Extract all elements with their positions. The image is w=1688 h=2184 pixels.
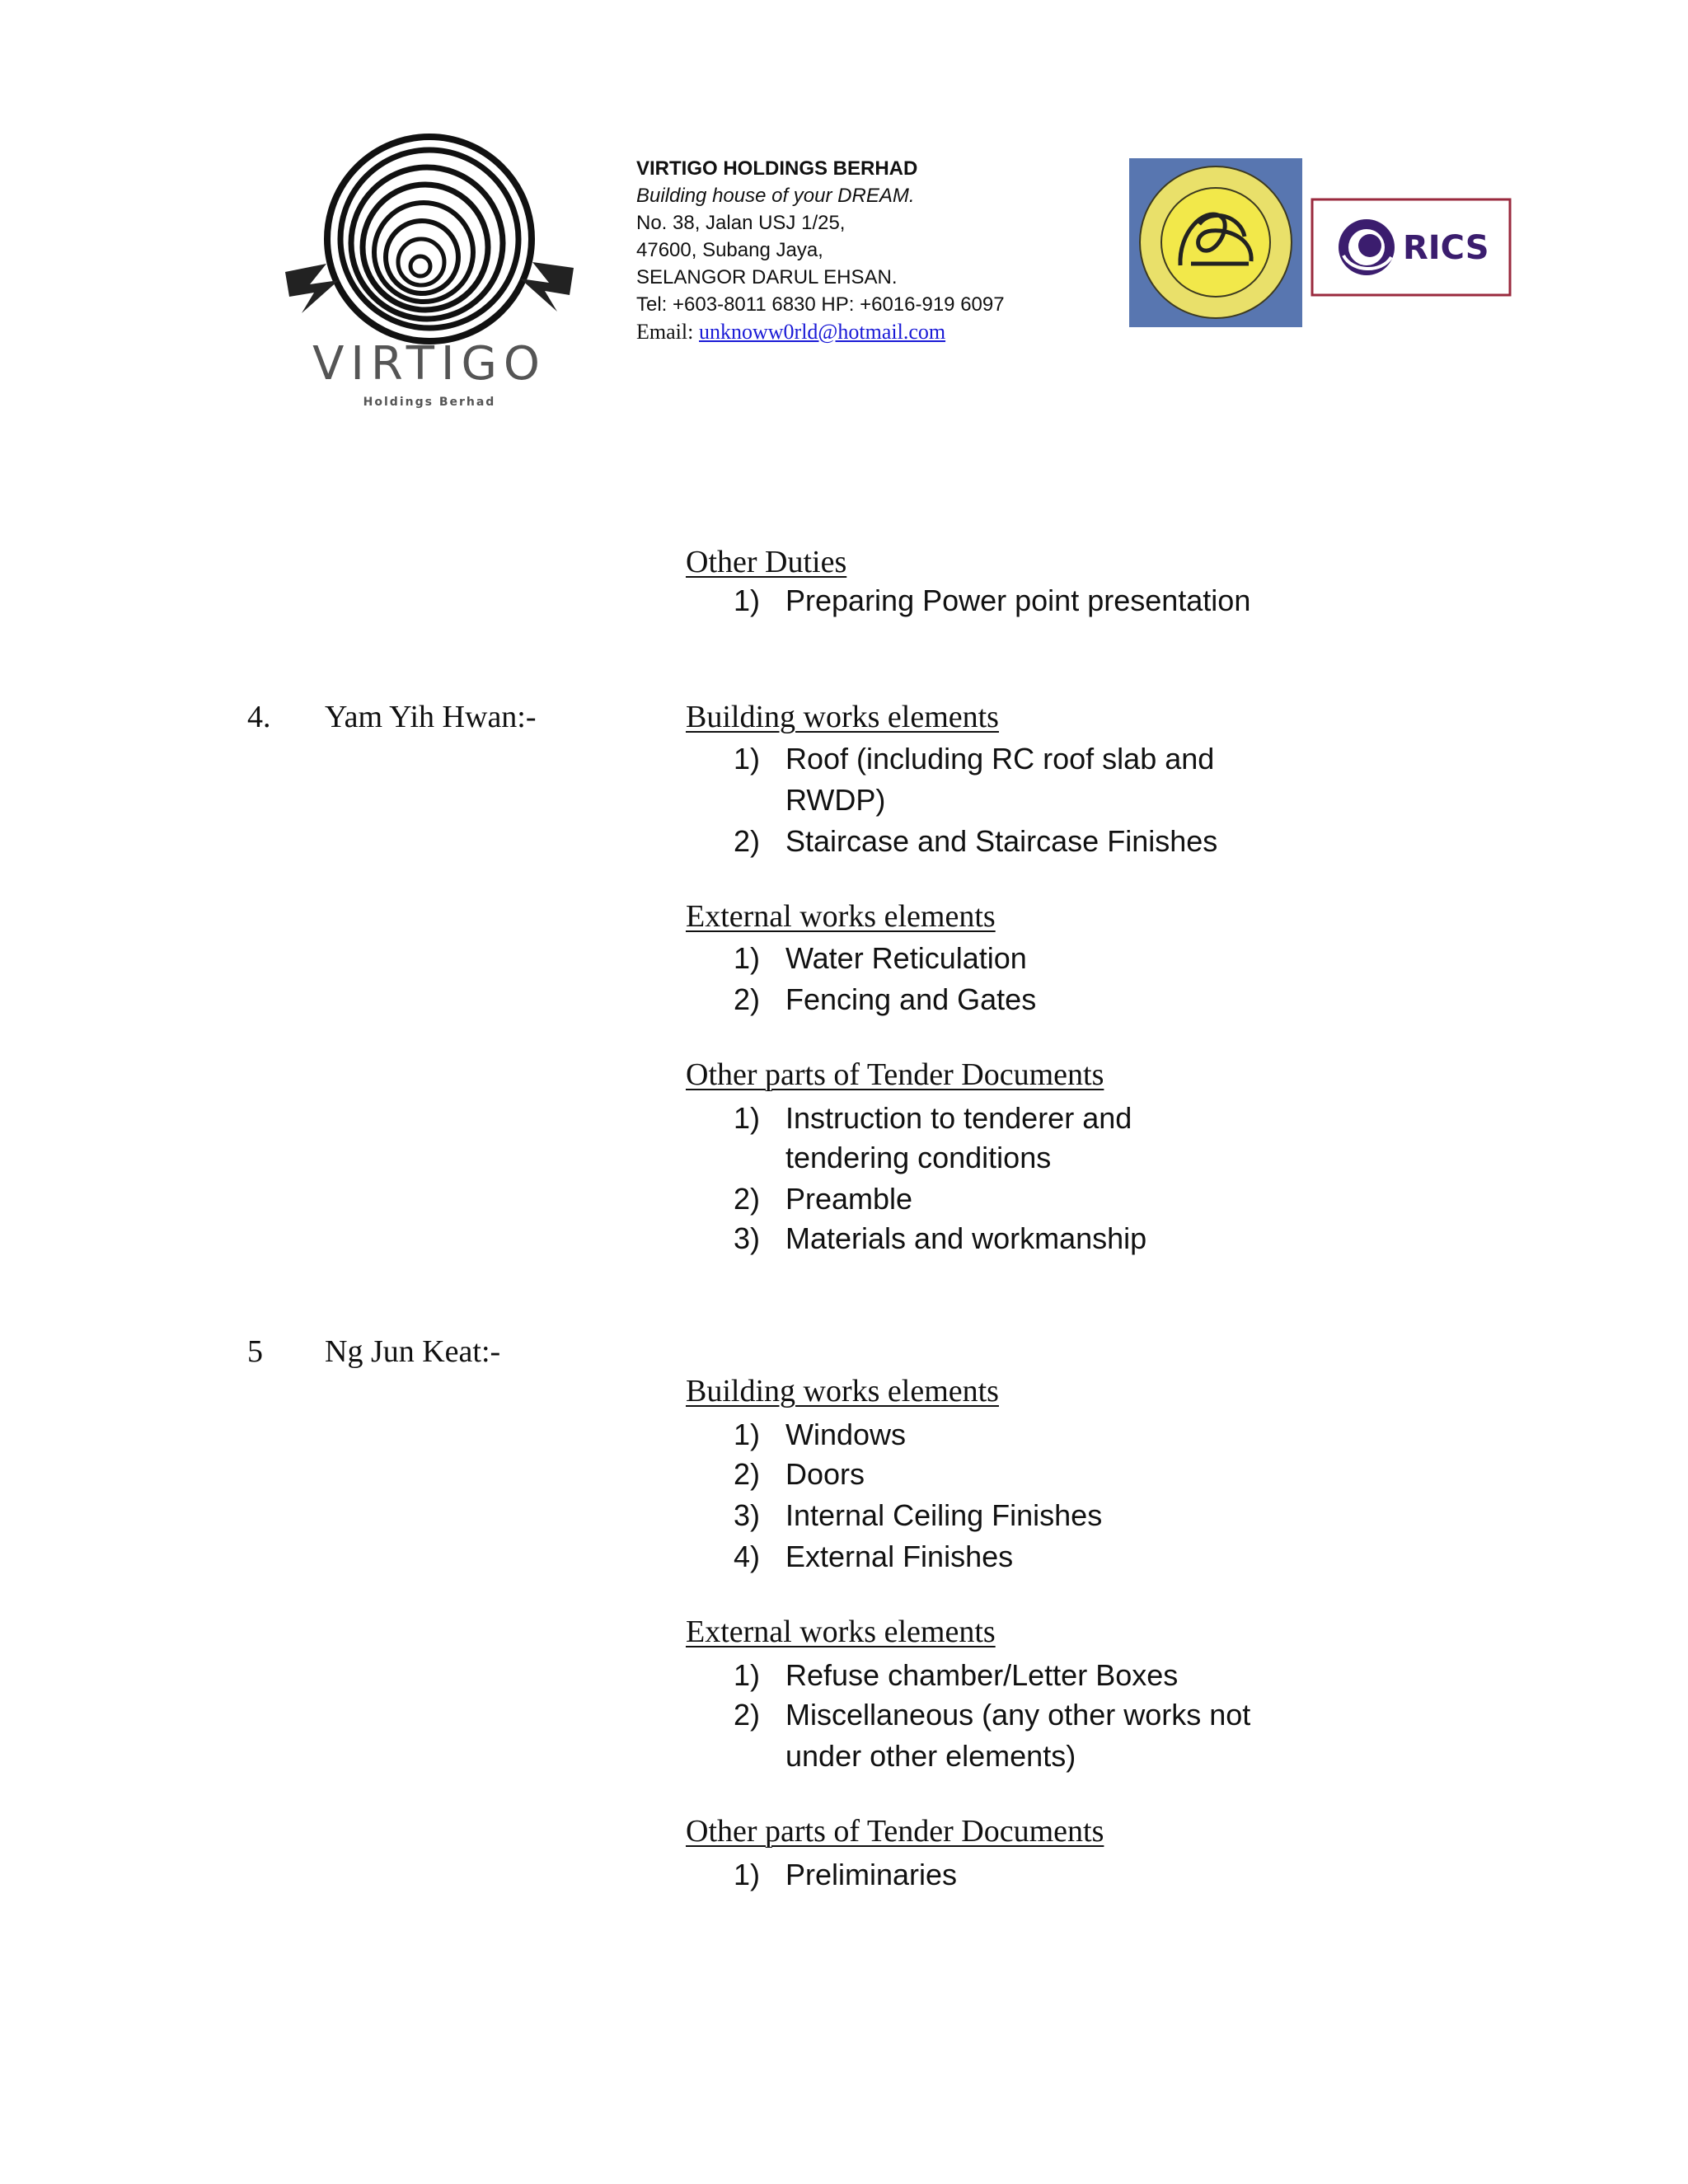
list-number: 3) bbox=[733, 1221, 760, 1255]
list-item: Staircase and Staircase Finishes bbox=[785, 824, 1218, 858]
email-link[interactable]: unknoww0rld@hotmail.com bbox=[699, 320, 946, 344]
logo-wordmark: VIRTIGO bbox=[312, 337, 546, 391]
virtigo-logo bbox=[277, 124, 582, 420]
list-number: 1) bbox=[733, 1658, 760, 1692]
list-item-continuation: under other elements) bbox=[785, 1739, 1076, 1773]
list-item: Preliminaries bbox=[785, 1858, 958, 1891]
list-item: Internal Ceiling Finishes bbox=[785, 1498, 1103, 1532]
list-number: 1) bbox=[733, 941, 760, 975]
logo-subtext: Holdings Berhad bbox=[363, 396, 496, 409]
section-heading-building-works: Building works elements bbox=[686, 700, 999, 734]
list-item: Preparing Power point presentation bbox=[785, 583, 1251, 617]
list-number: 2) bbox=[733, 1698, 760, 1732]
list-item: Water Reticulation bbox=[785, 941, 1027, 975]
company-name: VIRTIGO HOLDINGS BERHAD bbox=[636, 157, 918, 180]
list-item: Roof (including RC roof slab and bbox=[785, 742, 1215, 776]
address-line-3: SELANGOR DARUL EHSAN. bbox=[636, 266, 898, 288]
list-item: Doors bbox=[785, 1457, 865, 1491]
list-number: 1) bbox=[733, 1858, 760, 1891]
section-heading-tender-documents: Other parts of Tender Documents bbox=[686, 1057, 1104, 1092]
list-number: 1) bbox=[733, 583, 760, 617]
list-number: 1) bbox=[733, 742, 760, 776]
section-heading-external-works: External works elements bbox=[686, 1615, 996, 1649]
list-item: Preamble bbox=[785, 1182, 913, 1216]
section-heading-other-duties: Other Duties bbox=[686, 545, 847, 579]
list-item: Windows bbox=[785, 1418, 907, 1451]
list-number: 1) bbox=[733, 1418, 760, 1451]
list-item: Materials and workmanship bbox=[785, 1221, 1147, 1255]
rics-logo bbox=[1311, 198, 1512, 297]
address-line-1: No. 38, Jalan USJ 1/25, bbox=[636, 212, 846, 234]
list-number: 2) bbox=[733, 824, 760, 858]
list-item: Fencing and Gates bbox=[785, 982, 1037, 1016]
person-name: Ng Jun Keat:- bbox=[325, 1334, 501, 1369]
company-tagline: Building house of your DREAM. bbox=[636, 185, 915, 207]
list-item-continuation: RWDP) bbox=[785, 783, 886, 817]
list-number: 4) bbox=[733, 1540, 760, 1573]
section-heading-external-works: External works elements bbox=[686, 899, 996, 934]
section-heading-tender-documents: Other parts of Tender Documents bbox=[686, 1814, 1104, 1849]
address-line-2: 47600, Subang Jaya, bbox=[636, 239, 823, 261]
list-number: 2) bbox=[733, 1182, 760, 1216]
rics-wordmark: RICS bbox=[1403, 229, 1489, 267]
list-item: Refuse chamber/Letter Boxes bbox=[785, 1658, 1179, 1692]
phone-line: Tel: +603-8011 6830 HP: +6016-919 6097 bbox=[636, 293, 1005, 316]
email-line bbox=[636, 318, 1005, 346]
person-name: Yam Yih Hwan:- bbox=[325, 700, 537, 734]
email-label: Email: bbox=[636, 320, 694, 344]
list-item: Instruction to tenderer and bbox=[785, 1101, 1132, 1135]
list-number: 1) bbox=[733, 1101, 760, 1135]
person-number: 5 bbox=[247, 1334, 263, 1369]
person-number: 4. bbox=[247, 700, 271, 734]
lsm-logo bbox=[1129, 158, 1302, 327]
list-item-continuation: tendering conditions bbox=[785, 1141, 1052, 1174]
section-heading-building-works: Building works elements bbox=[686, 1374, 999, 1408]
list-item: Miscellaneous (any other works not bbox=[785, 1698, 1251, 1732]
letterhead-details bbox=[636, 155, 1005, 346]
list-number: 3) bbox=[733, 1498, 760, 1532]
list-item: External Finishes bbox=[785, 1540, 1014, 1573]
list-number: 2) bbox=[733, 982, 760, 1016]
list-number: 2) bbox=[733, 1457, 760, 1491]
